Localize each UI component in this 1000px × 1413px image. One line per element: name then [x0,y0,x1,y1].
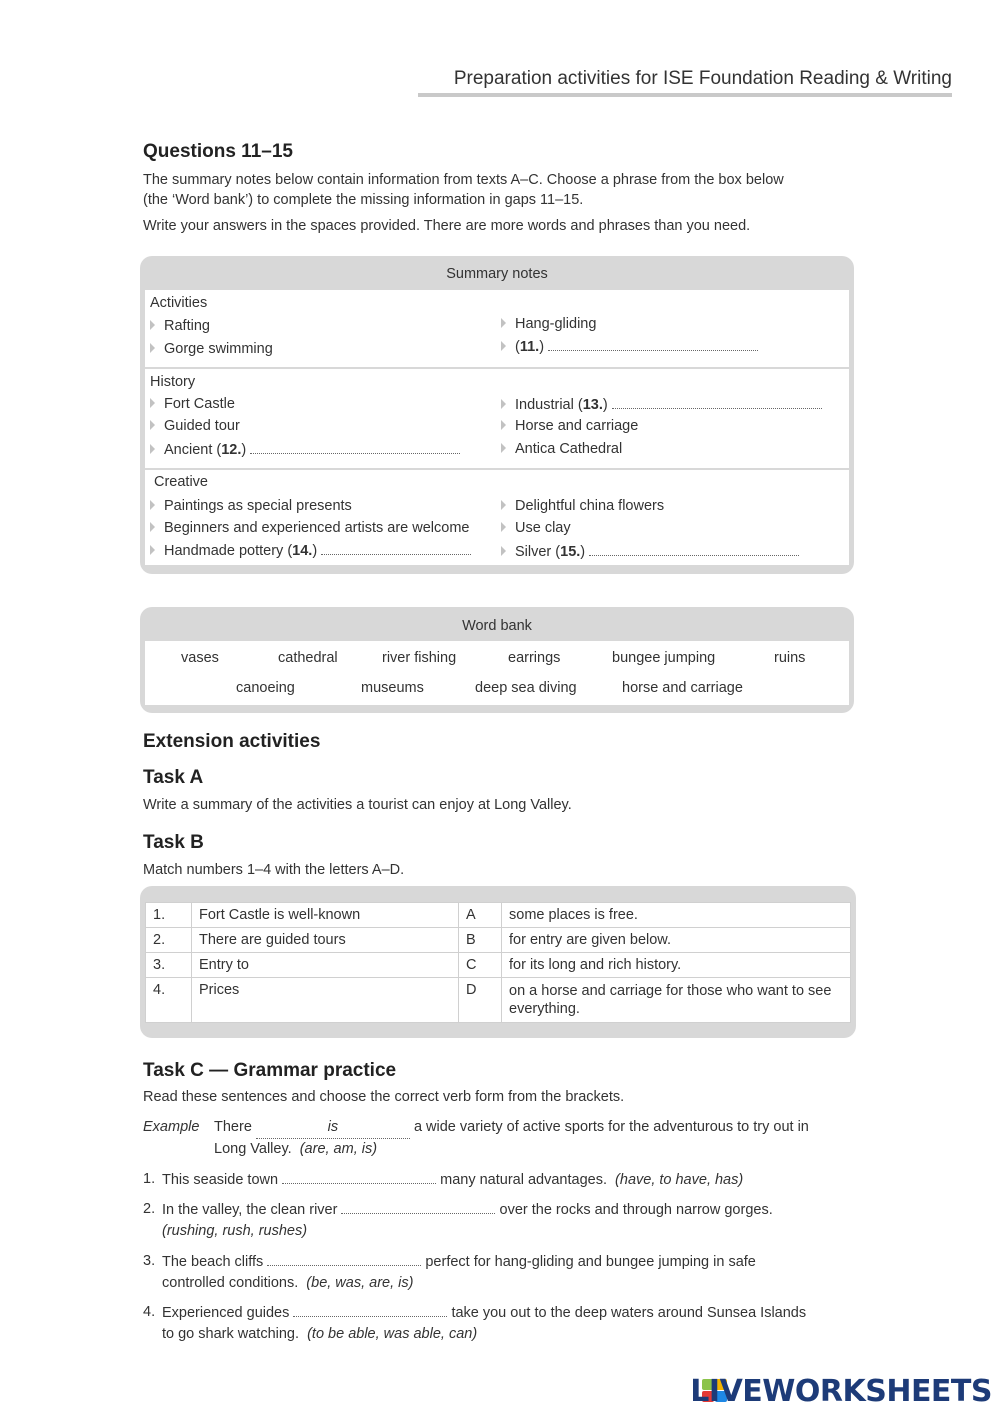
section-label-activities: Activities [150,295,208,311]
list-item: Delightful china flowers [501,498,664,514]
gap-11-item: (11.) [501,338,758,355]
table-row [146,953,851,978]
answer-blank-13[interactable] [612,396,822,409]
gap-13-item: Industrial (13.) [501,396,822,413]
word-bank-item[interactable]: deep sea diving [475,680,577,696]
bullet-arrow-icon [150,398,155,408]
questions-intro-line3: Write your answers in the spaces provided. There are more words and phrases than you need. [143,218,751,234]
row-left-text: Entry to [192,953,459,978]
word-bank-item[interactable]: bungee jumping [612,650,716,666]
section-label-history: History [150,374,196,390]
grammar-answer-blank-3[interactable] [267,1251,421,1266]
row-number: 3. [146,953,192,978]
answer-blank-11[interactable] [548,338,758,351]
word-bank-item[interactable]: museums [361,680,424,696]
summary-notes-box [140,256,854,574]
example-sentence: There is a wide variety of active sports for the adventurous to try out in Long Valley. (are, am, is) [214,1119,809,1157]
matching-table [145,902,851,1023]
task-a-text: Write a summary of the activities a tourist can enjoy at Long Valley. [143,797,572,813]
word-bank-body [145,641,849,705]
row-letter: C [459,953,502,978]
list-item: Beginners and experienced artists are welcome [150,520,469,536]
table-row [146,903,851,928]
grammar-item: In the valley, the clean river over the rocks and through narrow gorges. (rushing, rush, rushes) [162,1199,862,1242]
section-label-creative: Creative [154,474,208,490]
answer-blank-12[interactable] [250,441,460,454]
bullet-arrow-icon [501,399,506,409]
page-header-title: Preparation activities for ISE Foundation Reading & Writing [418,68,952,97]
grammar-item: Experienced guides take you out to the deep waters around Sunsea Islands to go shark watching. (to be able, was able, can) [162,1302,862,1345]
extension-heading: Extension activities [143,731,321,752]
bullet-arrow-icon [501,522,506,532]
row-letter: A [459,903,502,928]
word-bank-item[interactable]: ruins [774,650,806,666]
example-label: Example [143,1119,200,1135]
bullet-arrow-icon [501,546,506,556]
list-item: Use clay [501,520,571,536]
task-b-text: Match numbers 1–4 with the letters A–D. [143,862,405,878]
task-c-heading: Task C — Grammar practice [143,1060,397,1081]
summary-notes-title: Summary notes [446,266,548,282]
word-bank-item[interactable]: canoeing [236,680,295,696]
task-b-heading: Task B [143,832,204,853]
list-item: Fort Castle [150,396,235,412]
row-right-text: on a horse and carriage for those who want to see everything. [502,978,851,1023]
list-item: Paintings as special presents [150,498,352,514]
row-letter: D [459,978,502,1023]
grammar-item-number: 4. [143,1304,156,1320]
row-right-text: for entry are given below. [502,928,851,953]
row-left-text: Prices [192,978,459,1023]
word-bank-title: Word bank [462,618,532,634]
word-bank-item[interactable]: vases [181,650,219,666]
table-row [146,978,851,1023]
grammar-item-number: 1. [143,1171,156,1187]
list-item: Hang-gliding [501,316,596,332]
bullet-arrow-icon [501,420,506,430]
list-item: Horse and carriage [501,418,638,434]
section-divider [145,468,849,470]
row-number: 1. [146,903,192,928]
list-item: Gorge swimming [150,341,273,357]
word-bank-item[interactable]: earrings [508,650,561,666]
grammar-item: This seaside town many natural advantages. (have, to have, has) [162,1169,862,1191]
row-number: 4. [146,978,192,1023]
gap-12-item: Ancient (12.) [150,441,460,458]
bullet-arrow-icon [501,341,506,351]
list-item: Guided tour [150,418,240,434]
bullet-arrow-icon [150,545,155,555]
bullet-arrow-icon [150,343,155,353]
bullet-arrow-icon [501,500,506,510]
row-left-text: There are guided tours [192,928,459,953]
questions-intro-line1: The summary notes below contain information from texts A–C. Choose a phrase from the box below [143,172,784,188]
row-number: 2. [146,928,192,953]
grammar-item: The beach cliffs perfect for hang-gliding and bungee jumping in safe controlled conditions. (be, was, are, is) [162,1251,862,1294]
answer-blank-14[interactable] [321,542,471,555]
bullet-arrow-icon [501,443,506,453]
questions-heading: Questions 11–15 [143,141,293,162]
summary-notes-body [145,290,849,565]
questions-intro-line2: (the ‘Word bank’) to complete the missing information in gaps 11–15. [143,192,584,208]
list-item: Rafting [150,318,210,334]
bullet-arrow-icon [150,444,155,454]
word-bank-box [140,607,854,713]
liveworksheets-logo-text[interactable]: LIVEWORKSHEETS [690,1374,992,1409]
gap-15-item: Silver (15.) [501,543,799,560]
word-bank-item[interactable]: river fishing [382,650,457,666]
answer-blank-15[interactable] [589,543,799,556]
bullet-arrow-icon [150,420,155,430]
row-right-text: some places is free. [502,903,851,928]
bullet-arrow-icon [150,522,155,532]
row-right-text: for its long and rich history. [502,953,851,978]
grammar-item-number: 3. [143,1253,156,1269]
list-item: Antica Cathedral [501,441,622,457]
grammar-answer-blank-4[interactable] [293,1302,447,1317]
bullet-arrow-icon [501,318,506,328]
bullet-arrow-icon [150,320,155,330]
word-bank-item[interactable]: horse and carriage [622,680,743,696]
row-left-text: Fort Castle is well-known [192,903,459,928]
gap-14-item: Handmade pottery (14.) [150,542,471,559]
example-answer-blank: is [256,1117,410,1139]
matching-table-box [140,886,856,1038]
grammar-answer-blank-1[interactable] [282,1169,436,1184]
grammar-item-number: 2. [143,1201,156,1217]
row-letter: B [459,928,502,953]
table-row [146,928,851,953]
section-divider [145,367,849,369]
word-bank-item[interactable]: cathedral [278,650,338,666]
task-c-text: Read these sentences and choose the correct verb form from the brackets. [143,1089,625,1105]
bullet-arrow-icon [150,500,155,510]
grammar-answer-blank-2[interactable] [341,1199,495,1214]
task-a-heading: Task A [143,767,204,788]
